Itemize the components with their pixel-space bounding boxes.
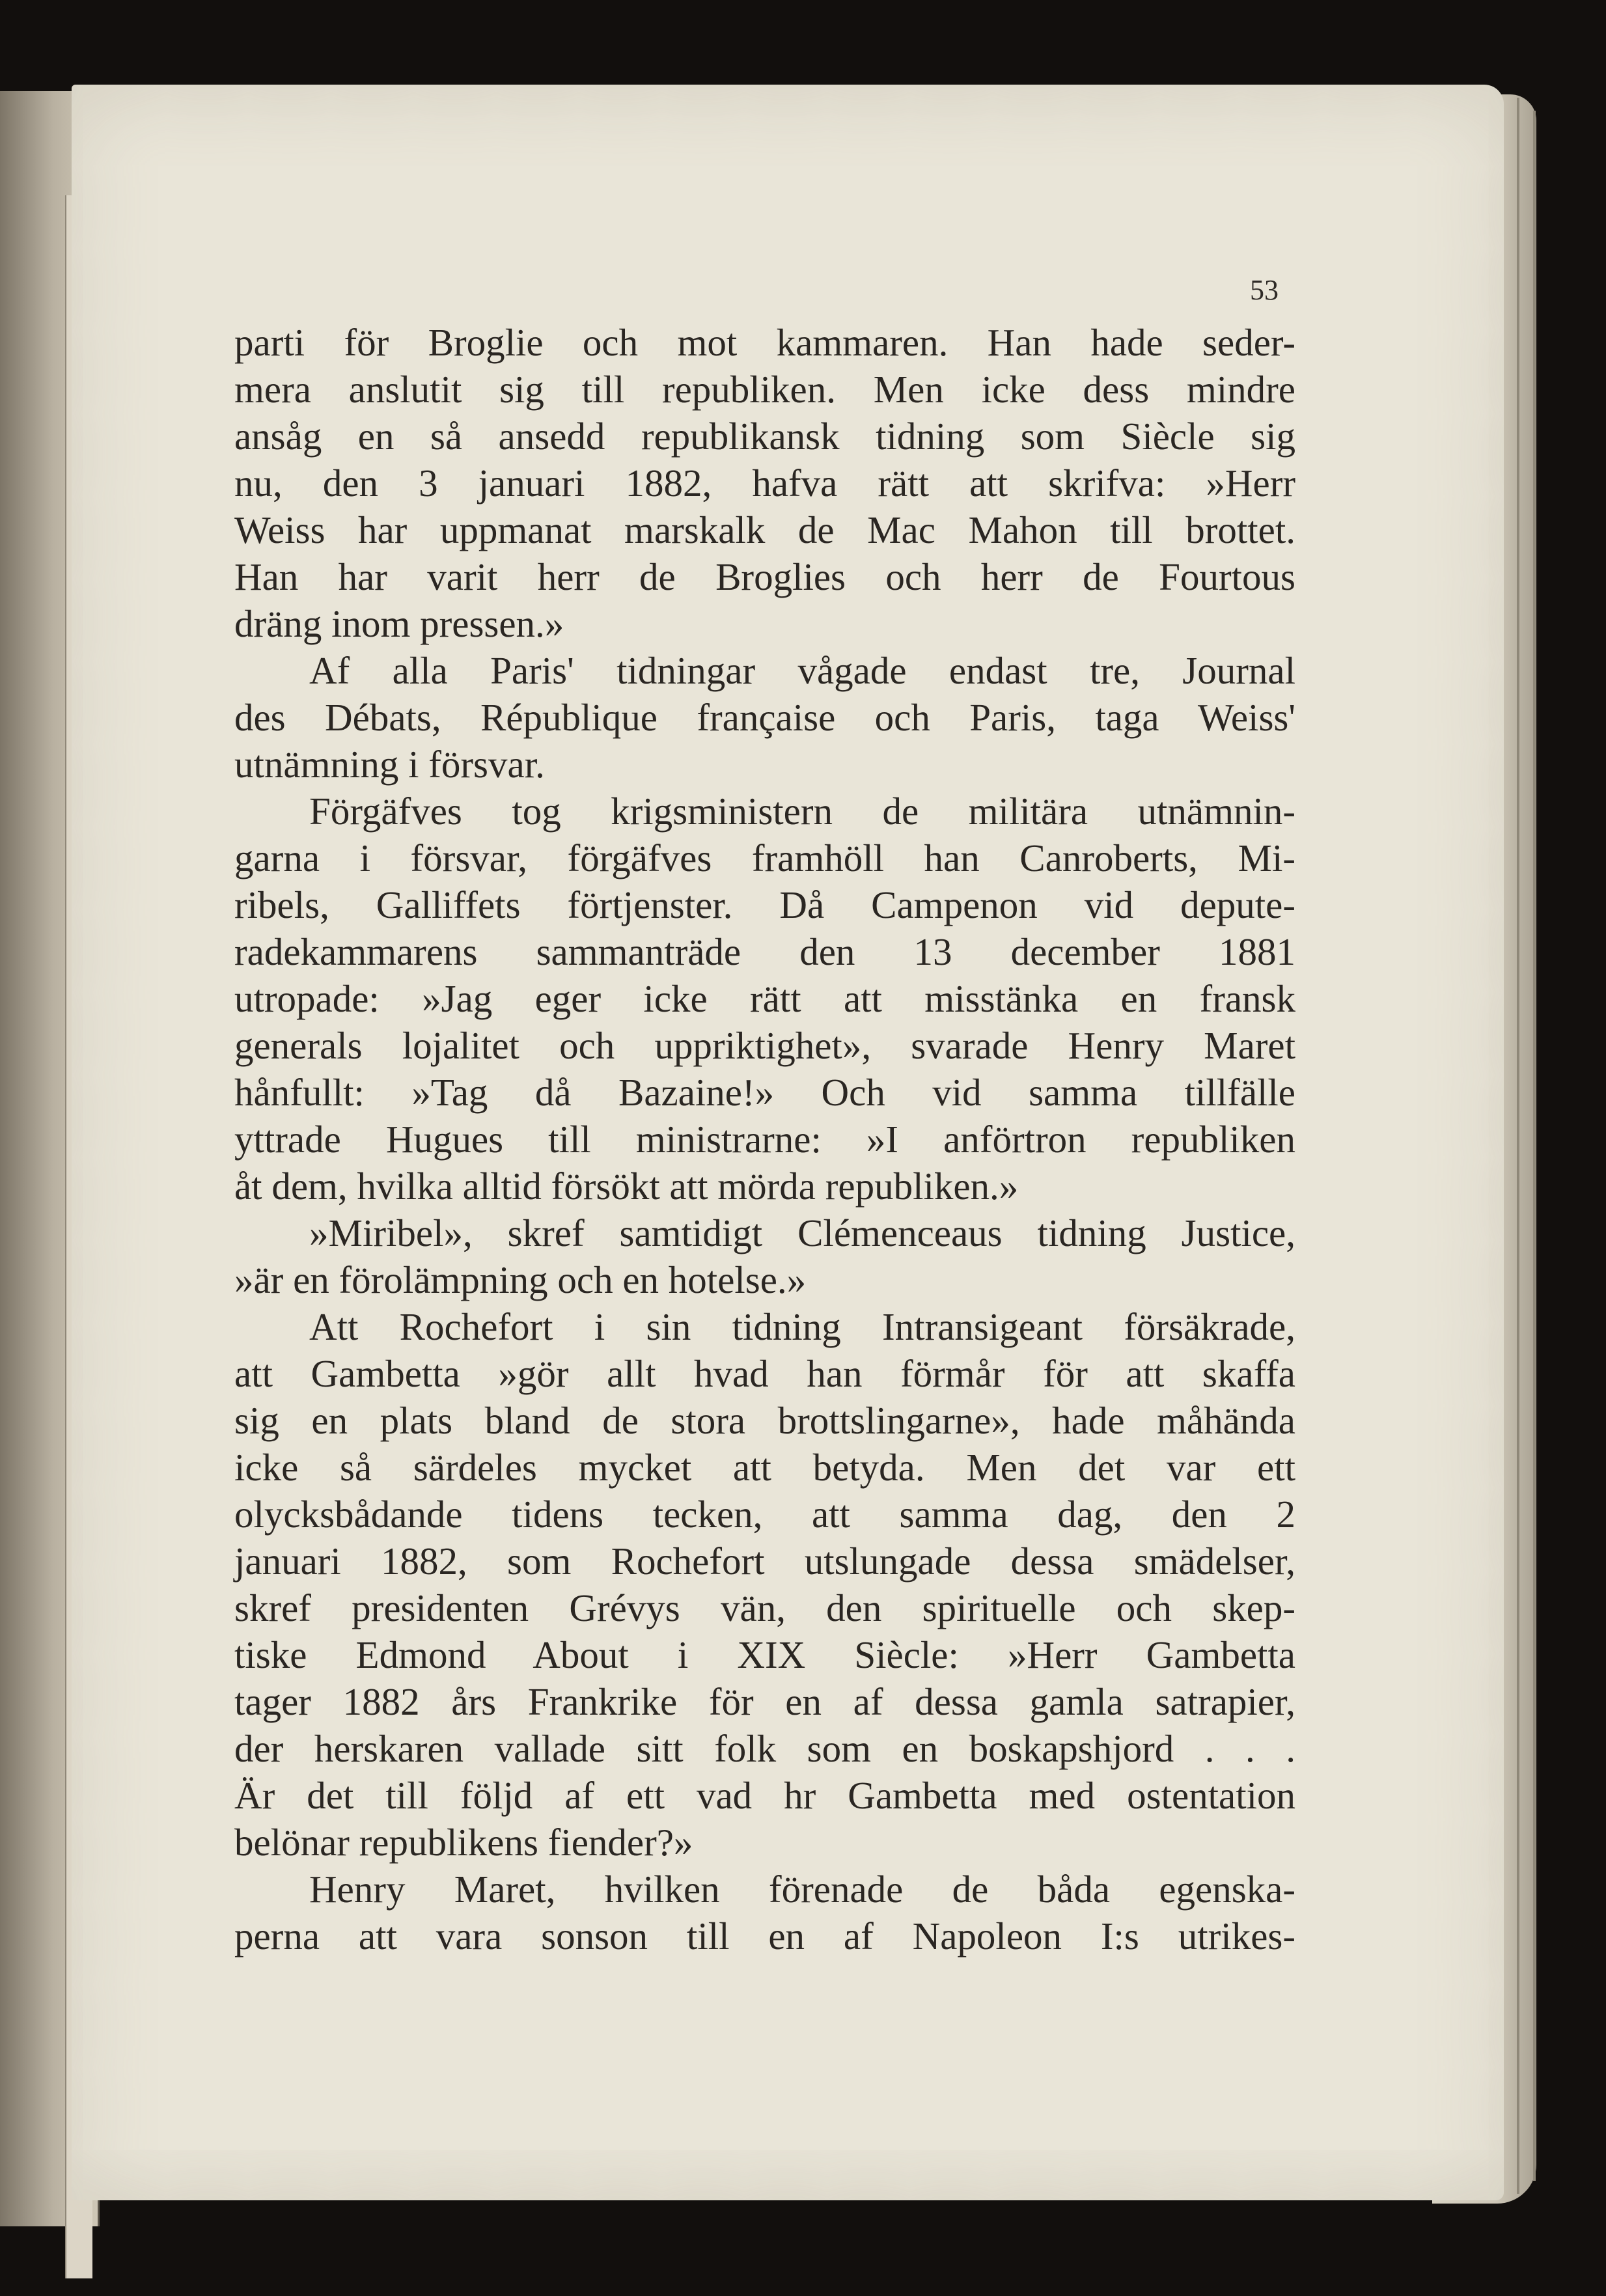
text-line: att Gambetta »gör allt hvad han förmår för att skaffa bbox=[234, 1352, 1295, 1395]
text-line: Är det till följd af ett vad hr Gambetta med ostentation bbox=[234, 1774, 1295, 1817]
text-line: ribels, Galliffets förtjenster. Då Campenon vid depute- bbox=[234, 883, 1295, 926]
book-page bbox=[72, 85, 1504, 2200]
text-line: tager 1882 års Frankrike för en af dessa gamla satrapier, bbox=[234, 1680, 1295, 1723]
page-edge-line bbox=[1517, 98, 1519, 2194]
text-line: »är en förolämpning och en hotelse.» bbox=[234, 1258, 807, 1301]
text-line: perna att vara sonson till en af Napoleon I:s utrikes- bbox=[234, 1915, 1295, 1957]
text-line: der herskaren vallade sitt folk som en boskapshjord . . . bbox=[234, 1727, 1295, 1770]
text-line: yttrade Hugues till ministrarne: »I anförtron republiken bbox=[234, 1118, 1295, 1161]
text-line: mera anslutit sig till republiken. Men icke dess mindre bbox=[234, 368, 1295, 411]
text-line: dräng inom pressen.» bbox=[234, 602, 564, 645]
text-line: sig en plats bland de stora brottslingarne», hade måhända bbox=[234, 1399, 1295, 1442]
text-line: »Miribel», skref samtidigt Clémenceaus tidning Justice, bbox=[309, 1211, 1295, 1254]
text-line: parti för Broglie och mot kammaren. Han hade seder- bbox=[234, 321, 1295, 364]
text-line: skref presidenten Grévys vän, den spirituelle och skep- bbox=[234, 1586, 1295, 1629]
text-line: Weiss har uppmanat marskalk de Mac Mahon till brottet. bbox=[234, 508, 1295, 551]
text-line: tiske Edmond About i XIX Siècle: »Herr Gambetta bbox=[234, 1633, 1295, 1676]
text-line: åt dem, hvilka alltid försökt att mörda republiken.» bbox=[234, 1165, 1019, 1208]
text-line: radekammarens sammanträde den 13 december 1881 bbox=[234, 930, 1295, 973]
page-edge-line bbox=[1533, 111, 1536, 2181]
text-line: des Débats, République française och Paris, taga Weiss' bbox=[234, 696, 1295, 739]
text-line: generals lojalitet och uppriktighet», svarade Henry Maret bbox=[234, 1024, 1295, 1067]
page-number: 53 bbox=[1250, 274, 1279, 306]
text-line: ansåg en så ansedd republikansk tidning som Siècle sig bbox=[234, 415, 1295, 458]
text-line: Han har varit herr de Broglies och herr de Fourtous bbox=[234, 555, 1295, 598]
text-line: januari 1882, som Rochefort utslungade dessa smädelser, bbox=[234, 1540, 1295, 1583]
page-text bbox=[234, 319, 1295, 1959]
text-line: Af alla Paris' tidningar vågade endast tre, Journal bbox=[309, 649, 1295, 692]
text-line: utropade: »Jag eger icke rätt att misstänka en fransk bbox=[234, 977, 1295, 1020]
text-line: nu, den 3 januari 1882, hafva rätt att skrifva: »Herr bbox=[234, 462, 1295, 505]
text-line: garna i försvar, förgäfves framhöll han Canroberts, Mi- bbox=[234, 837, 1295, 879]
text-line: Henry Maret, hvilken förenade de båda egenska- bbox=[309, 1868, 1295, 1911]
text-line: olycksbådande tidens tecken, att samma dag, den 2 bbox=[234, 1493, 1295, 1536]
text-line: icke så särdeles mycket att betyda. Men det var ett bbox=[234, 1446, 1295, 1489]
text-line: Förgäfves tog krigsministern de militära utnämnin- bbox=[309, 790, 1295, 833]
text-line: Att Rochefort i sin tidning Intransigeant försäkrade, bbox=[309, 1305, 1295, 1348]
text-line: belönar republikens fiender?» bbox=[234, 1821, 693, 1864]
text-line: utnämning i försvar. bbox=[234, 743, 545, 786]
text-line: hånfullt: »Tag då Bazaine!» Och vid samma tillfälle bbox=[234, 1071, 1295, 1114]
